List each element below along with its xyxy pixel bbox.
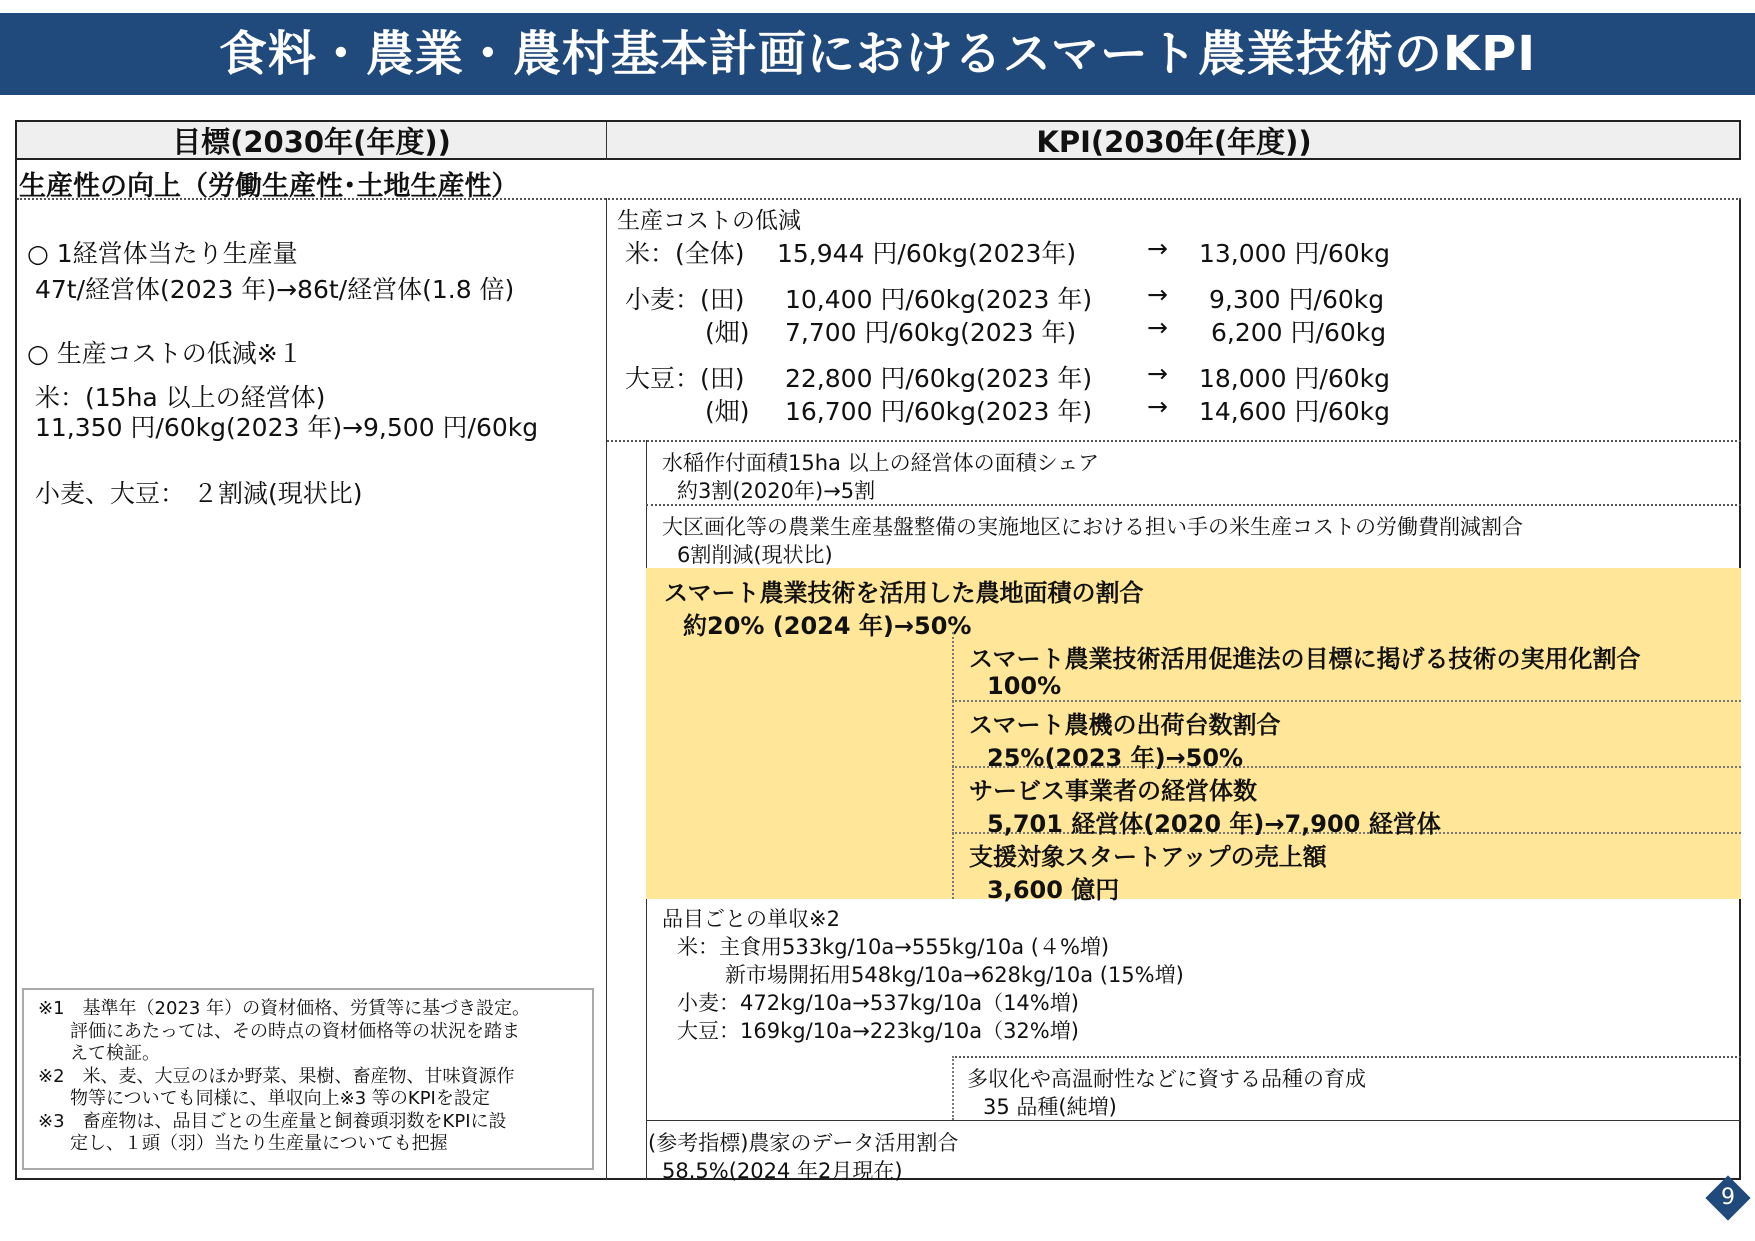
arrow: →: [1147, 359, 1168, 388]
divider: [646, 504, 1741, 506]
cost-from: 7,700 円/60kg(2023 年): [785, 318, 1077, 347]
header-goal: 目標(2030年(年度)): [172, 125, 451, 159]
ref-value: 58.5%(2024 年2月現在): [662, 1159, 903, 1183]
column-divider: [606, 122, 607, 1180]
kpi-table: [15, 120, 1741, 1183]
cost-label: (畑): [705, 397, 750, 426]
sub-kpi-title: 支援対象スタートアップの売上額: [969, 843, 1327, 871]
arrow: →: [1147, 280, 1168, 309]
yield-line: 大豆：169kg/10a→223kg/10a（32%増): [677, 1019, 1079, 1043]
page-number: 9: [1721, 1185, 1735, 1210]
page-number-badge: [1708, 1178, 1748, 1218]
footnote-2: ※2 米、麦、大豆のほか野菜、果樹、畜産物、甘味資源作: [38, 1065, 515, 1087]
sub-kpi-title: スマート農業技術活用促進法の目標に掲げる技術の実用化割合: [969, 645, 1641, 673]
footnote-1-cont: えて検証。: [70, 1043, 160, 1064]
smart-area-value: 約20% (2024 年)→50%: [683, 612, 972, 640]
yield-line: 新市場開拓用548kg/10a→628kg/10a (15%増): [725, 963, 1184, 987]
goal-output-title: ○ 1経営体当たり生産量: [27, 239, 298, 268]
variety-title: 多収化や高温耐性などに資する品種の育成: [967, 1067, 1366, 1091]
arrow: →: [1147, 313, 1168, 342]
arrow: →: [1147, 234, 1168, 263]
divider: [646, 1120, 1741, 1121]
divider: [952, 1056, 954, 1120]
sub-kpi-value: 3,600 億円: [987, 876, 1120, 904]
divider: [952, 700, 1741, 702]
divider: [607, 440, 1741, 442]
goal-cost-title: ○ 生産コストの低減※１: [27, 339, 303, 368]
footnote-3: ※3 畜産物は、品目ごとの生産量と飼養頭羽数をKPIに設: [38, 1110, 507, 1132]
cost-label: 小麦：(田): [625, 285, 745, 314]
footnote-3-cont: 定し、１頭（羽）当たり生産量についても把握: [70, 1133, 448, 1154]
cost-label: (畑): [705, 318, 750, 347]
cost-to: 6,200 円/60kg: [1211, 318, 1387, 347]
cost-to: 14,600 円/60kg: [1199, 397, 1391, 426]
cost-from: 16,700 円/60kg(2023 年): [785, 397, 1093, 426]
cost-to: 13,000 円/60kg: [1199, 239, 1391, 268]
smart-area-title: スマート農業技術を活用した農地面積の割合: [664, 579, 1144, 607]
goal-output-value: 47t/経営体(2023 年)→86t/経営体(1.8 倍): [35, 275, 515, 304]
sub-kpi-title: スマート農機の出荷台数割合: [969, 711, 1281, 739]
sub-kpi-value: 25%(2023 年)→50%: [987, 744, 1244, 772]
kpi-rice-share-title: 水稲作付面積15ha 以上の経営体の面積シェア: [662, 451, 1100, 475]
divider: [952, 1056, 1741, 1058]
goal-cost-rice-value: 11,350 円/60kg(2023 年)→9,500 円/60kg: [35, 413, 539, 442]
section-title: 生産性の向上（労働生産性･土地生産性）: [19, 171, 519, 202]
cost-label: 米：(全体): [625, 239, 745, 268]
footnote-2-cont: 物等についても同様に、単収向上※3 等のKPIを設定: [70, 1088, 490, 1109]
cost-title: 生産コストの低減: [617, 208, 801, 234]
ref-title: (参考指標)農家のデータ活用割合: [648, 1131, 959, 1155]
footnote-1-cont: 評価にあたっては、その時点の資材価格等の状況を踏ま: [70, 1020, 520, 1042]
footnote-1: ※1 基準年（2023 年）の資材価格、労賃等に基づき設定。: [38, 998, 531, 1019]
kpi-rice-share-value: 約3割(2020年)→5割: [677, 479, 876, 503]
yield-line: 米：主食用533kg/10a→555kg/10a (４%増): [677, 935, 1110, 959]
yield-line: 小麦：472kg/10a→537kg/10a（14%増): [677, 991, 1079, 1015]
kpi-labor-cost-title: 大区画化等の農業生産基盤整備の実施地区における担い手の米生産コストの労働費削減割合: [662, 515, 1523, 539]
cost-label: 大豆：(田): [625, 364, 745, 393]
page-title: 食料・農業・農村基本計画におけるスマート農業技術のKPI: [0, 13, 1755, 95]
kpi-labor-cost-value: 6割削減(現状比): [677, 543, 833, 567]
cost-to: 9,300 円/60kg: [1209, 285, 1385, 314]
yield-title: 品目ごとの単収※2: [662, 907, 840, 931]
variety-value: 35 品種(純増): [983, 1095, 1117, 1119]
cost-from: 22,800 円/60kg(2023 年): [785, 364, 1093, 393]
cost-to: 18,000 円/60kg: [1199, 364, 1391, 393]
sub-kpi-value: 100%: [987, 672, 1062, 700]
arrow: →: [1147, 392, 1168, 421]
divider: [17, 198, 1741, 200]
cost-from: 15,944 円/60kg(2023年): [777, 239, 1077, 268]
sub-kpi-value: 5,701 経営体(2020 年)→7,900 経営体: [987, 810, 1441, 838]
goal-cost-wheat-soy: 小麦、大豆： ２割減(現状比): [35, 479, 363, 508]
table-header: [17, 122, 1739, 160]
footnotes: [22, 988, 594, 1170]
divider: [952, 632, 954, 899]
cost-from: 10,400 円/60kg(2023 年): [785, 285, 1093, 314]
sub-kpi-title: サービス事業者の経営体数: [969, 777, 1257, 805]
header-kpi: KPI(2030年(年度)): [1036, 125, 1312, 159]
goal-cost-rice-label: 米：(15ha 以上の経営体): [35, 383, 326, 412]
